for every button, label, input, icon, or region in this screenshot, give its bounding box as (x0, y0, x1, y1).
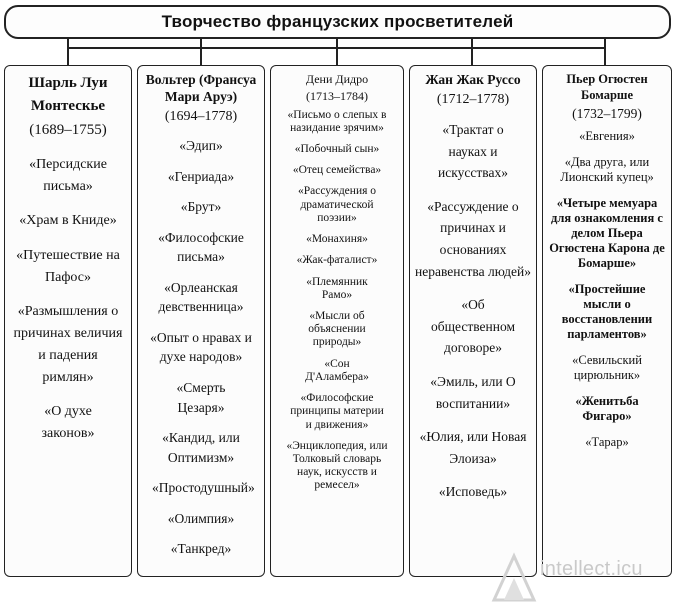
work-item: «Храм в Книде» (19, 213, 117, 229)
work-item: «Рассуждения о драматической поэзии» (297, 185, 377, 224)
work-item: «Исповедь» (438, 484, 508, 500)
work-item: «Евгения» (579, 128, 635, 143)
work-item: «Персидские письма» (29, 157, 107, 194)
work-item: «Жак-фаталист» (296, 254, 378, 267)
work-item: «Генриада» (167, 168, 235, 184)
author-name: Дени Дидро (305, 72, 369, 86)
work-item: «Размышления о причинах величия и падения римлян» (13, 304, 123, 385)
work-item: «Побочный сын» (294, 143, 380, 156)
work-item: «Орлеанская девственница» (158, 279, 244, 315)
work-item: «Тарар» (585, 434, 629, 449)
work-item: «Два друга, или Лионский купец» (560, 154, 654, 184)
work-item: «Смерть Цезаря» (176, 380, 226, 415)
author-name: Пьер Огюстен Бомарше (566, 72, 648, 102)
work-item: «Севильский цирюльник» (572, 352, 642, 382)
work-item: «Кандид, или Оптимизм» (162, 430, 240, 465)
work-item: «Об общественном договоре» (430, 297, 515, 356)
author-name: Шарль Луи Монтескье (28, 75, 108, 115)
column-voltaire (137, 65, 265, 577)
author-name: Вольтер (Франсуа Мари Аруэ) (145, 72, 257, 104)
column-montesquieu (4, 65, 132, 577)
watermark-text: intellect.icu (540, 558, 643, 580)
work-item: «Танкред» (170, 541, 232, 557)
work-item: «Племянник Рамо» (306, 275, 368, 301)
work-item: «Письмо о слепых в назидание зрячим» (287, 108, 387, 134)
author-years: (1712–1778) (436, 91, 510, 107)
author-years: (1689–1755) (29, 121, 107, 138)
work-item: «Философские письма» (158, 229, 244, 265)
column-diderot (270, 65, 404, 577)
work-item: «Брут» (180, 199, 222, 215)
author-years: (1713–1784) (306, 89, 368, 103)
work-item: «Простейшие мысли о восстановлении парламентов» (561, 281, 653, 341)
author-years: (1732–1799) (572, 106, 642, 122)
column-beaumarchais (542, 65, 672, 577)
work-item: «О духе законов» (41, 404, 95, 441)
work-item: «Мысли об объяснении природы» (308, 310, 366, 349)
author-name: Жан Жак Руссо (425, 72, 521, 87)
work-item: «Женитьба Фигаро» (575, 393, 639, 423)
work-item: «Опыт о нравах и духе народов» (150, 329, 252, 365)
work-item: «Отец семейства» (292, 164, 382, 177)
work-item: «Эмиль, или О воспитании» (430, 374, 516, 411)
diagram-title: Творчество французских просветителей (161, 12, 514, 31)
work-item: «Четыре мемуара для ознакомления с делом Пьера Огюстена Карона де Бомарше» (549, 195, 665, 270)
work-item: «Энциклопедия, или Толковый словарь наук, искусств и ремесел» (286, 439, 388, 492)
work-item: «Олимпия» (167, 510, 235, 526)
author-years: (1694–1778) (164, 108, 238, 124)
work-item: «Простодушный» (152, 480, 255, 496)
work-item: «Рассуждение о причинах и основаниях неравенства людей» (415, 198, 531, 279)
work-item: «Философские принципы материи и движения» (290, 392, 384, 431)
work-item: «Юлия, или Новая Элоиза» (419, 429, 527, 466)
work-item: «Трактат о науках и искусствах» (438, 122, 508, 181)
work-item: «Путешествие на Пафос» (16, 248, 120, 285)
work-item: «Монахиня» (306, 233, 368, 246)
work-item: «Эдип» (179, 137, 223, 153)
column-rousseau (409, 65, 537, 577)
work-item: «Сон Д'Аламбера» (305, 357, 369, 383)
